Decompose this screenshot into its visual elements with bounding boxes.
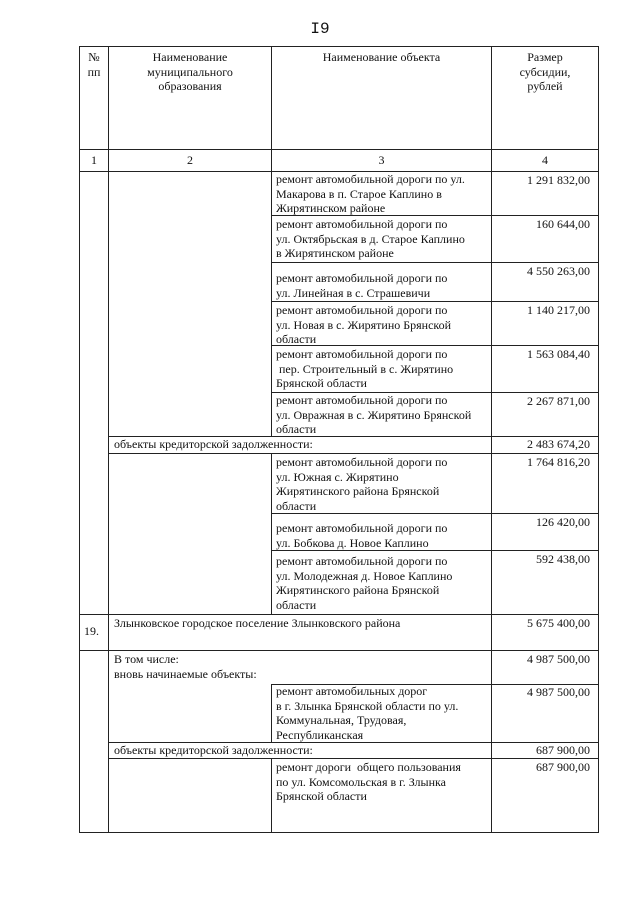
col-number-2: 2 <box>187 153 193 167</box>
header-municipality: Наименование муниципального образования <box>147 50 233 94</box>
table-col-divider-2 <box>271 46 272 436</box>
table-col-divider-2 <box>271 453 272 614</box>
subsidy-amount: 687 900,00 <box>536 760 590 774</box>
subsidy-amount: 2 483 674,20 <box>527 437 590 451</box>
row-number: 19. <box>84 624 99 638</box>
header-subsidy: Размер субсидии, рублей <box>519 50 571 94</box>
object-name: ремонт автомобильной дороги по ул. Молодежная д. Новое Каплино Жирятинского района Брянской области <box>276 554 453 612</box>
subsidy-amount: 4 987 500,00 <box>527 685 590 699</box>
col-number-4: 4 <box>542 153 548 167</box>
object-name: ремонт автомобильной дороги по ул. Макарова в п. Старое Каплино в Жирятинском районе <box>276 172 465 216</box>
col-number-3: 3 <box>378 153 385 167</box>
table-border-top <box>79 46 599 47</box>
subsidy-amount: 5 675 400,00 <box>527 616 590 630</box>
table-col-divider-2 <box>271 758 272 833</box>
row-divider <box>271 262 599 263</box>
subsidy-amount: 4 550 263,00 <box>527 264 590 278</box>
row-divider <box>79 650 599 651</box>
object-name: ремонт автомобильной дороги по ул. Южная с. Жирятино Жирятинского района Брянской области <box>276 455 448 513</box>
creditor-objects-label: объекты кредиторской задолженности: <box>114 743 313 757</box>
row-divider <box>79 149 599 150</box>
row-divider <box>271 301 599 302</box>
page-number: I9 <box>310 20 330 38</box>
object-name: ремонт автомобильной дороги по пер. Строительный в с. Жирятино Брянской области <box>276 347 454 391</box>
header-object: Наименование объекта <box>322 50 441 64</box>
creditor-objects-label: объекты кредиторской задолженности: <box>114 437 313 451</box>
subsidy-amount: 160 644,00 <box>536 217 590 231</box>
object-name: ремонт автомобильной дороги по ул. Линейная в с. Страшевичи <box>276 271 448 300</box>
subsidy-amount: 1 764 816,20 <box>527 455 590 469</box>
object-name: ремонт автомобильной дороги по ул. Бобкова д. Новое Каплино <box>276 521 448 550</box>
row-divider <box>108 453 599 454</box>
table-border-right <box>598 46 599 833</box>
municipality-name: Злынковское городское поселение Злынковского района <box>114 616 401 630</box>
subsidy-amount: 126 420,00 <box>536 515 590 529</box>
object-name: ремонт дороги общего пользования по ул. Комсомольская в г. Злынка Брянской области <box>276 760 461 804</box>
row-divider <box>79 614 599 615</box>
row-divider <box>108 758 599 759</box>
subsidy-amount: 592 438,00 <box>536 552 590 566</box>
subsidy-amount: 2 267 871,00 <box>527 394 590 408</box>
object-name: ремонт автомобильной дороги по ул. Октябрьская в д. Старое Каплино в Жирятинском районе <box>276 217 465 261</box>
new-objects-label: В том числе: вновь начинаемые объекты: <box>114 652 257 681</box>
subsidy-amount: 4 987 500,00 <box>527 652 590 666</box>
header-col-number: № пп <box>87 50 101 79</box>
object-name: ремонт автомобильных дорог в г. Злынка Брянской области по ул. Коммунальная, Трудовая, Республиканская <box>276 684 459 742</box>
subsidy-amount: 1 291 832,00 <box>527 173 590 187</box>
object-name: ремонт автомобильной дороги по ул. Овражная в с. Жирятино Брянской области <box>276 393 472 437</box>
object-name: ремонт автомобильной дороги по ул. Новая в с. Жирятино Брянской области <box>276 303 452 347</box>
col-number-1: 1 <box>91 153 97 167</box>
table-col-divider-2 <box>271 684 272 742</box>
table-border-bottom <box>79 832 599 833</box>
subsidy-amount: 687 900,00 <box>536 743 590 757</box>
subsidy-amount: 1 563 084,40 <box>527 347 590 361</box>
subsidy-amount: 1 140 217,00 <box>527 303 590 317</box>
